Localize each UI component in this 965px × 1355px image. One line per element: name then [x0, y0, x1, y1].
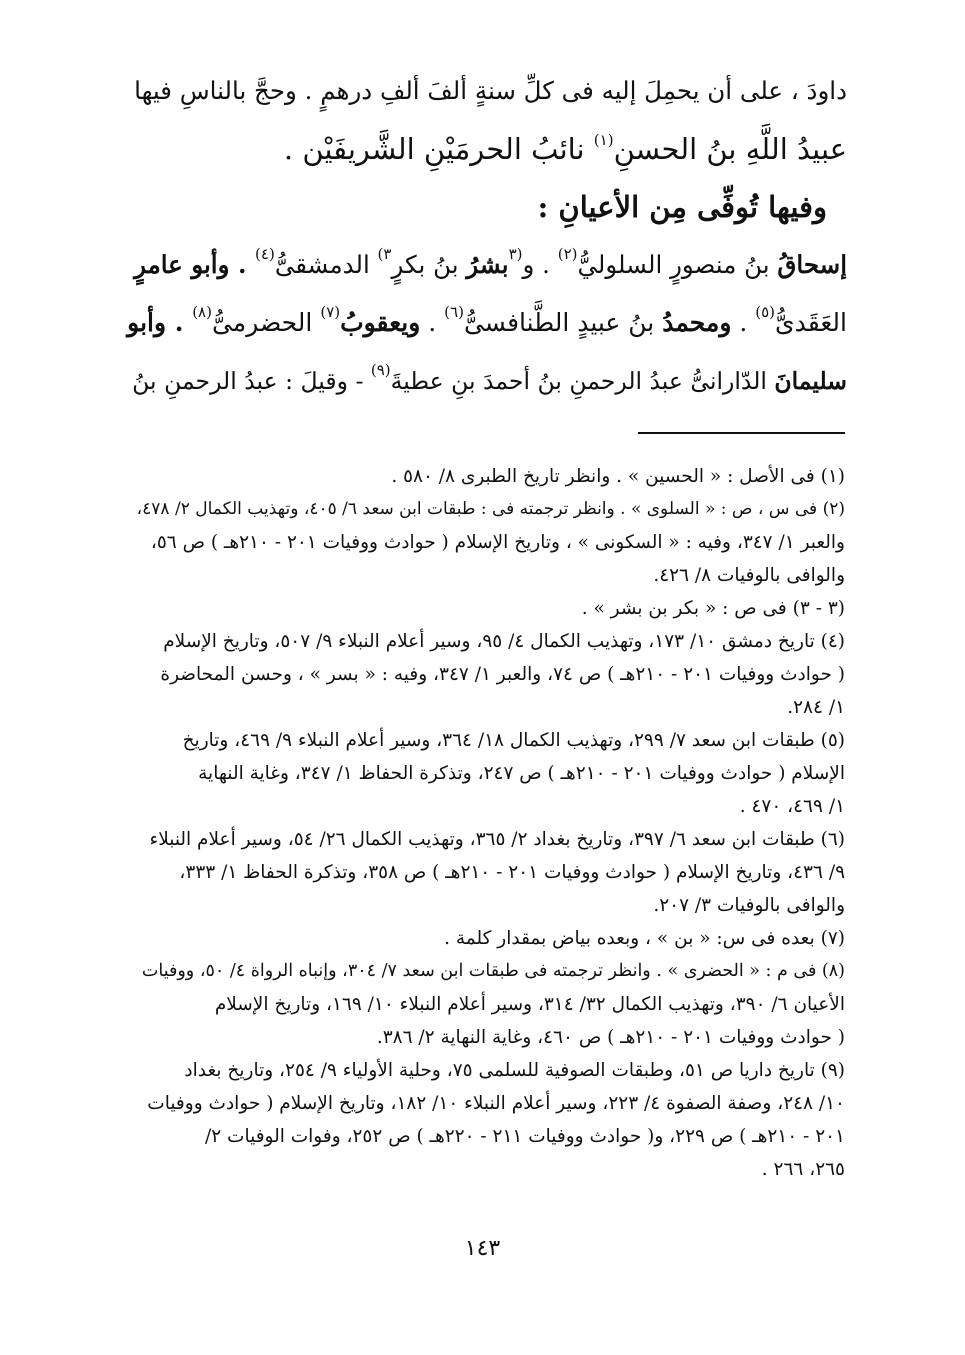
footnote-line: ١/ ٢٨٤. [787, 697, 845, 718]
footnote-ref-2: (٢) [557, 245, 578, 263]
names-line-2-a: العَقَدىُّ [775, 308, 847, 337]
footnote-line: (٣ - ٣) فى ص : « بكر بن بشر » . [581, 598, 845, 619]
names-line-3 [127, 352, 847, 410]
footnote-line: ١/ ٤٦٩، ٤٧٠ . [739, 796, 845, 817]
names-line-2-b: . [731, 308, 756, 337]
names-line-2-f: . وأبو [127, 308, 193, 337]
page-number: ١٤٣ [464, 1236, 501, 1261]
footnote-line: ( حوادث ووفيات ٢٠١ - ٢١٠هـ ) ص ٤٦٠، وغاية النهاية ٢/ ٣٨٦. [376, 1027, 845, 1048]
main-text [127, 62, 847, 410]
footnote-line: ٩/ ٤٣٦، وتاريخ الإسلام ( حوادث ووفيات ٢٠١ - ٢١٠هـ ) ص ٣٥٨، وتذكرة الحفاظ ١/ ٣٣٣، [179, 862, 845, 883]
footnote-9 [127, 1054, 845, 1186]
footnote-line: ( حوادث ووفيات ٢٠١ - ٢١٠هـ ) ص ٧٤، والعبر ١/ ٣٤٧، وفيه : « بسر » ، وحسن المحاضرة [160, 664, 845, 685]
name-ishaq: إسحاقُ [777, 250, 847, 279]
names-line-1-d: الدمشقىُّ [274, 250, 378, 279]
footnote-line: والعبر ١/ ٣٤٧، وفيه : « السكونى » ، وتاريخ الإسلام ( حوادث ووفيات ٢٠١ - ٢١٠هـ ) ص ٥٦، [150, 532, 845, 553]
footnote-line: (٦) طبقات ابن سعد ٦/ ٣٩٧، وتاريخ بغداد ٢/ ٣٦٥، وتهذيب الكمال ٢٦/ ٥٤، وسير أعلام النبلاء [149, 829, 845, 850]
names-line-2-c: بنُ عبيدٍ الطَّنافسىُّ [463, 308, 663, 337]
footnote-line: ١٠/ ٢٤٨، وصفة الصفوة ٤/ ٢٢٣، وسير أعلام النبلاء ١٠/ ١٨٢، وتاريخ الإسلام ( حوادث ووفيات [147, 1093, 845, 1114]
footnote-5 [127, 724, 845, 823]
footnote-7 [127, 922, 845, 955]
section-heading-text: وفيها تُوفِّى مِن الأعيانِ : [537, 190, 827, 224]
main-line-2-part-b: نائبُ الحرمَيْنِ الشَّريفَيْن . [283, 132, 594, 166]
footnote-line: (٥) طبقات ابن سعد ٧/ ٢٩٩، وتهذيب الكمال ١٨/ ٣٦٤، وسير أعلام النبلاء ٩/ ٤٦٩، وتاريخ [182, 730, 845, 751]
footnote-8 [127, 955, 845, 1054]
section-heading [127, 178, 827, 236]
footnote-ref-7: (٧) [320, 303, 341, 321]
footnote-4 [127, 625, 845, 724]
footnote-2 [127, 493, 845, 592]
footnote-ref-3-close: ٣) [377, 245, 392, 263]
footnote-ref-4: (٤) [255, 245, 275, 263]
names-line-1-e: . وأبو عامرٍ [134, 250, 256, 279]
names-line-2-d: . [420, 308, 445, 337]
footnote-ref-3-open: (٣ [508, 245, 523, 263]
name-sulayman: سليمانَ [774, 367, 847, 395]
names-line-1-a: بنُ منصورٍ السلوليُّ [577, 250, 778, 279]
footnote-1 [127, 460, 845, 493]
footnote-line: (٤) تاريخ دمشق ١٠/ ١٧٣، وتهذيب الكمال ٤/ ٩٥، وسير أعلام النبلاء ٩/ ٥٠٧، وتاريخ الإسلام [163, 631, 845, 652]
footnote-ref-6: (٦) [444, 303, 464, 321]
footnote-line: ٢٦٥، ٢٦٦ . [761, 1159, 845, 1180]
footnote-3 [127, 592, 845, 625]
name-bishr: بشرُ [466, 250, 509, 279]
footnote-line: (٨) فى م : « الحضرى » . وانظر ترجمته فى طبقات ابن سعد ٧/ ٣٠٤، وإنباه الرواة ٤/ ٥٠، ووفيات [141, 961, 845, 981]
footnote-line: والوافى بالوفيات ٨/ ٤٢٦. [653, 565, 845, 586]
footnote-ref-1: (١) [593, 131, 614, 149]
footnote-separator [638, 432, 845, 434]
footnote-line: (٧) بعده فى س: « بن » ، وبعده بياض بمقدار كلمة . [444, 928, 845, 949]
names-line-3-b: - وقيلَ : عبدُ الرحمنِ بنُ [132, 367, 371, 395]
names-line-1-c: بنُ بكرٍ [391, 250, 467, 279]
footnotes [127, 460, 845, 1186]
name-yaqub: ويعقوبُ [340, 308, 421, 337]
names-line-1-b: . و [522, 250, 558, 279]
main-line-2-part-a: عبيدُ اللَّهِ بنُ الحسنِ [613, 132, 847, 166]
footnote-line: الأعيان ٦/ ٣٩٠، وتهذيب الكمال ٣٢/ ٣١٤، وسير أعلام النبلاء ١٠/ ١٦٩، وتاريخ الإسلام [214, 994, 845, 1015]
footnote-ref-5: (٥) [755, 303, 776, 321]
name-muhammad: ومحمدُ [662, 308, 732, 337]
names-line-2 [127, 294, 847, 352]
footnote-line: ٢٠١ - ٢١٠هـ ) ص ٢٢٩، و( حوادث ووفيات ٢١١ - ٢٢٠هـ ) ص ٢٥٢، وفوات الوفيات ٢/ [205, 1126, 845, 1147]
footnote-line: (٩) تاريخ داريا ص ٥١، وطبقات الصوفية للسلمى ٧٥، وحلية الأولياء ٩/ ٢٥٤، وتاريخ بغداد [184, 1060, 845, 1081]
names-line-2-e: الحضرمىُّ [211, 308, 321, 337]
main-line-2 [127, 120, 847, 178]
footnote-line: والوافى بالوفيات ٣/ ٢٠٧. [653, 895, 845, 916]
footnote-line: الإسلام ( حوادث ووفيات ٢٠١ - ٢١٠هـ ) ص ٢٤٧، وتذكرة الحفاظ ١/ ٣٤٧، وغاية النهاية [198, 763, 845, 784]
names-line-1 [127, 236, 847, 294]
names-line-3-a: الدّارانىُّ عبدُ الرحمنِ بنُ أحمدَ بنِ عطيةَ [390, 367, 775, 395]
footnote-line: (١) فى الأصل : « الحسين » . وانظر تاريخ الطبرى ٨/ ٥٨٠ . [391, 466, 845, 487]
footnote-line: (٢) فى س ، ص : « السلوى » . وانظر ترجمته فى : طبقات ابن سعد ٦/ ٤٠٥، وتهذيب الكمال ٢/ ٤٧٨، [136, 499, 845, 519]
main-line-1-text: داودَ ، على أن يحمِلَ إليه فى كلِّ سنةٍ ألفَ ألفِ درهمٍ . وحجَّ بالناسِ فيها [134, 76, 847, 105]
main-line-1 [127, 62, 847, 120]
footnote-ref-8: (٨) [192, 303, 212, 321]
footnote-6 [127, 823, 845, 922]
footnote-ref-9: (٩) [370, 361, 391, 379]
